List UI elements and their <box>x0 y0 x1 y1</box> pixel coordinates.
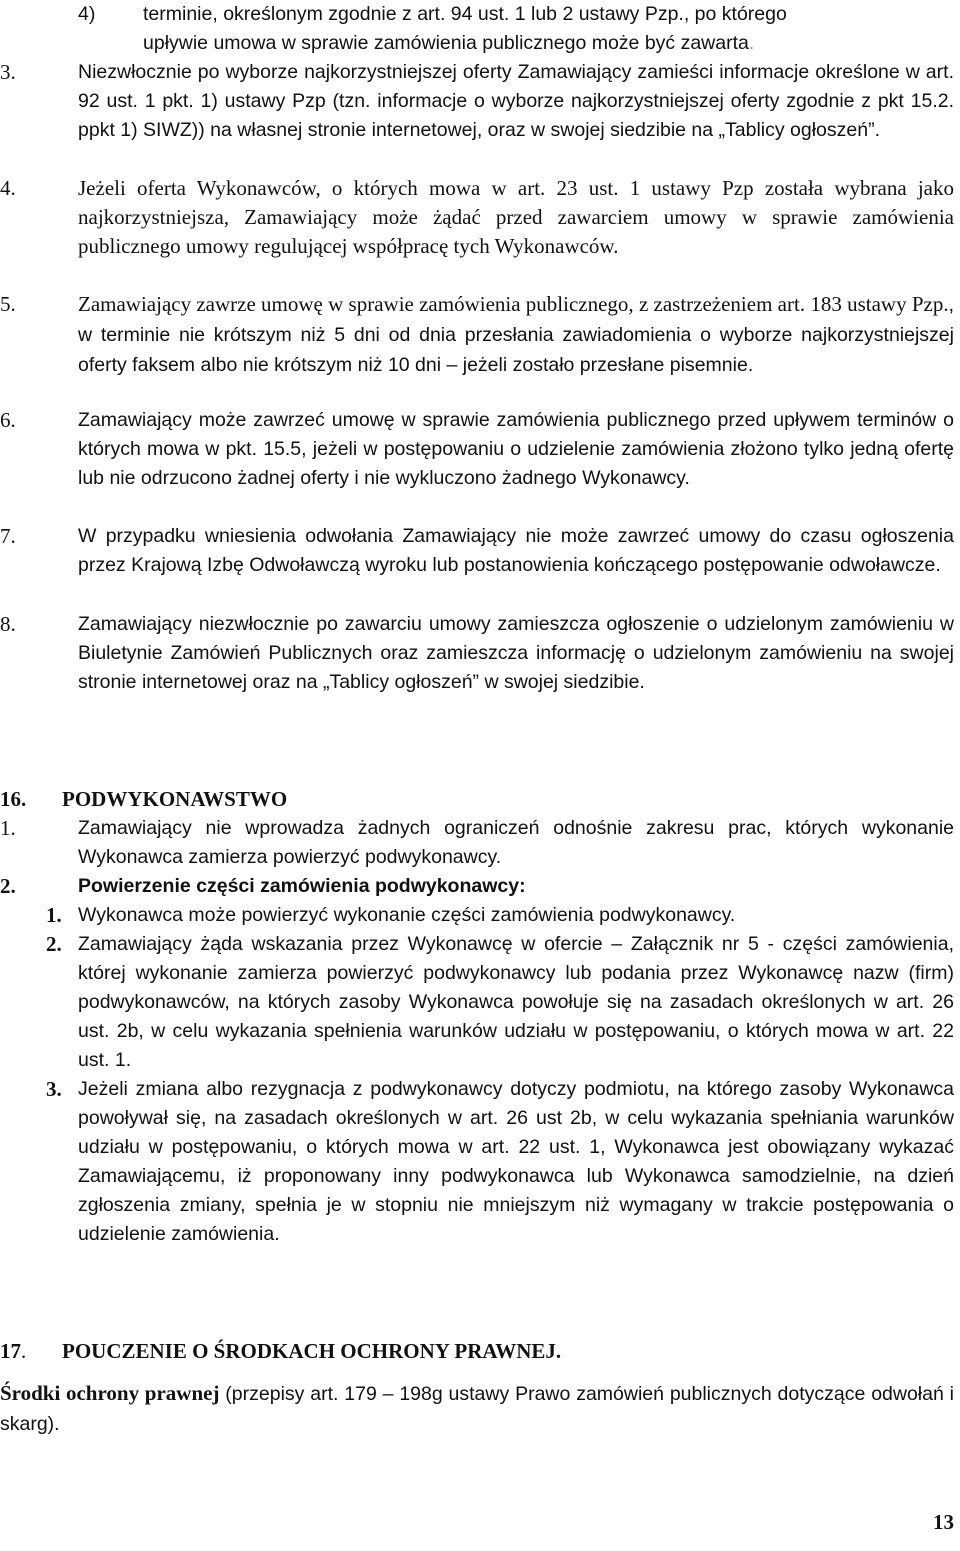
list-item-6 <box>0 406 954 493</box>
list-item-text <box>78 174 954 261</box>
list-item-text: Zamawiający może zawrzeć umowę w sprawie zamówienia publicznego przed upływem terminów o których mowa w pkt. 15.5, jeżeli w postępowaniu o udzielenie zamówienia złożono tylko jedną ofertę lub nie odrzucono żadnej oferty i nie wykluczono żadnego Wykonawcy. <box>78 409 954 489</box>
subpoint-3 <box>0 1075 954 1249</box>
text-dot: . <box>748 32 755 54</box>
section-number-dot: . <box>21 1339 27 1363</box>
list-item-text: Zamawiający niezwłocznie po zawarciu umowy zamieszcza ogłoszenie o udzielonym zamówieniu w Biuletynie Zamówień Publicznych oraz zamieszcza informację o udzielonym zamówieniu na swojej stronie internetowej oraz na „Tablicy ogłoszeń” w swojej siedzibie. <box>78 613 954 693</box>
list-item-4 <box>0 174 954 261</box>
text-run: Niezwłocznie po wyborze najkorzystniejszej oferty Zamawiający zamieści informacje określone w art. 92 ust. 1 pkt. 1) ustawy Pzp (tzn. <box>78 61 954 112</box>
section17-intro <box>0 1379 954 1439</box>
list-number: 5. <box>0 292 16 316</box>
list-item-5 <box>0 290 954 380</box>
section-heading-17 <box>0 1337 561 1366</box>
text-line: upływie umowa w sprawie zamówienia publicznego może być zawarta <box>143 32 749 54</box>
subpoint-1 <box>0 901 954 930</box>
list-item-7 <box>0 522 954 580</box>
list-item-text: Zamawiający żąda wskazania przez Wykonawcę w ofercie – Załącznik nr 5 - części zamówienia, której wykonanie zamierza powierzyć podwykonawcy lub podania przez Wykonawcę nazw (firm) podwykonawców, na których zasoby Wykonawca powołuje się na zasadach określonych w art. 26 ust. 2b, w celu wykazania spełnienia warunków udziału w postępowaniu, o których mowa w art. 22 ust. 1. <box>78 933 954 1071</box>
list-number: 8. <box>0 612 16 636</box>
list-item-4-paren <box>0 0 954 58</box>
text-run: , w terminie nie krótszym niż 5 dni od dnia przesłania zawiadomienia o wyborze najkorzystniejszej oferty faksem albo nie krótszym niż 10 dni – jeżeli zostało przesłane pisemnie. <box>78 294 954 376</box>
list-item-text: Wykonawca może powierzyć wykonanie części zamówienia podwykonawcy. <box>78 904 736 926</box>
section-number: 16. <box>0 787 27 811</box>
section-number-digits: 17 <box>0 1339 21 1363</box>
section16-point-2 <box>0 872 954 901</box>
text-run: informacje o wyborze najkorzystniejszej oferty zgodnie z pkt 15.2. ppkt 1) SIWZ)) na własnej stronie internetowej, oraz w swojej siedzibie na „Tablicy ogłoszeń”. <box>78 90 954 141</box>
text-run: Zamawiający zawrze umowę w sprawie zamówienia publicznego, z zastrzeżeniem art. 183 ustawy Pzp. <box>78 292 949 316</box>
list-number: 1. <box>0 816 16 840</box>
list-item-text: W przypadku wniesienia odwołania Zamawiający nie może zawrzeć umowy do czasu ogłoszenia przez Krajową Izbę Odwoławczą wyroku lub postanowienia kończącego postępowanie odwoławcze. <box>78 525 954 576</box>
list-item-text: Jeżeli zmiana albo rezygnacja z podwykonawcy dotyczy podmiotu, na którego zasoby Wykonawca powoływał się, na zasadach określonych w art. 26 ust 2b, w celu wykazania spełniania warunków udziału w postępowaniu, o których mowa w art. 22 ust. 1, Wykonawca jest obowiązany wykazać Zamawiającemu, iż proponowany inny podwykonawca lub Wykonawca samodzielnie, na dzień zgłoszenia zmiany, spełnia je w stopniu nie mniejszym niż wymagany w trakcie postępowania o udzielenie zamówienia. <box>78 1078 954 1245</box>
text-run: 1 ustawy Pzp została wybrana jako najkorzystniejsza, Zamawiający może żądać przed zawarciem umowy w sprawie zamówienia publicznego umowy regulującej współpracę tych Wykonawców. <box>78 176 954 258</box>
text-run: Jeżeli oferta Wykonawców, o których mowa w art. 23 ust. <box>78 176 619 200</box>
list-item-title: Powierzenie części zamówienia podwykonawcy: <box>78 875 526 897</box>
list-item-text <box>78 290 954 380</box>
list-item-text <box>143 0 954 29</box>
page-number: 13 <box>933 1510 954 1534</box>
text-line: terminie, określonym zgodnie z art. 94 ust. 1 lub 2 ustawy Pzp., po którego <box>143 3 787 25</box>
list-item-text <box>143 29 954 58</box>
list-number: 2. <box>0 874 16 898</box>
list-number: 7. <box>0 524 16 548</box>
list-item-text: Zamawiający nie wprowadza żadnych ograniczeń odnośnie zakresu prac, których wykonanie Wykonawca zamierza powierzyć podwykonawcy. <box>78 817 954 868</box>
list-item-text <box>78 58 954 145</box>
section-number <box>0 1337 62 1366</box>
list-item-3 <box>0 58 954 145</box>
list-number: 4. <box>0 176 16 200</box>
list-number: 4) <box>78 3 96 25</box>
intro-bold: Środki ochrony prawnej <box>0 1381 220 1405</box>
list-number: 1. <box>46 903 62 927</box>
section16-point-1 <box>0 814 954 872</box>
subpoint-2 <box>0 930 954 1075</box>
list-number: 6. <box>0 408 16 432</box>
list-number: 3. <box>46 1077 62 1101</box>
section-title: POUCZENIE O ŚRODKACH OCHRONY PRAWNEJ. <box>62 1339 562 1363</box>
intro-rest: (przepisy art. 179 – 198g ustawy Prawo zamówień publicznych dotyczące odwołań i skarg). <box>0 1383 955 1435</box>
section-heading-16 <box>0 785 287 814</box>
list-number: 2. <box>46 932 62 956</box>
section-title: PODWYKONAWSTWO <box>62 787 288 811</box>
list-number: 3. <box>0 60 16 84</box>
list-item-8 <box>0 610 954 697</box>
